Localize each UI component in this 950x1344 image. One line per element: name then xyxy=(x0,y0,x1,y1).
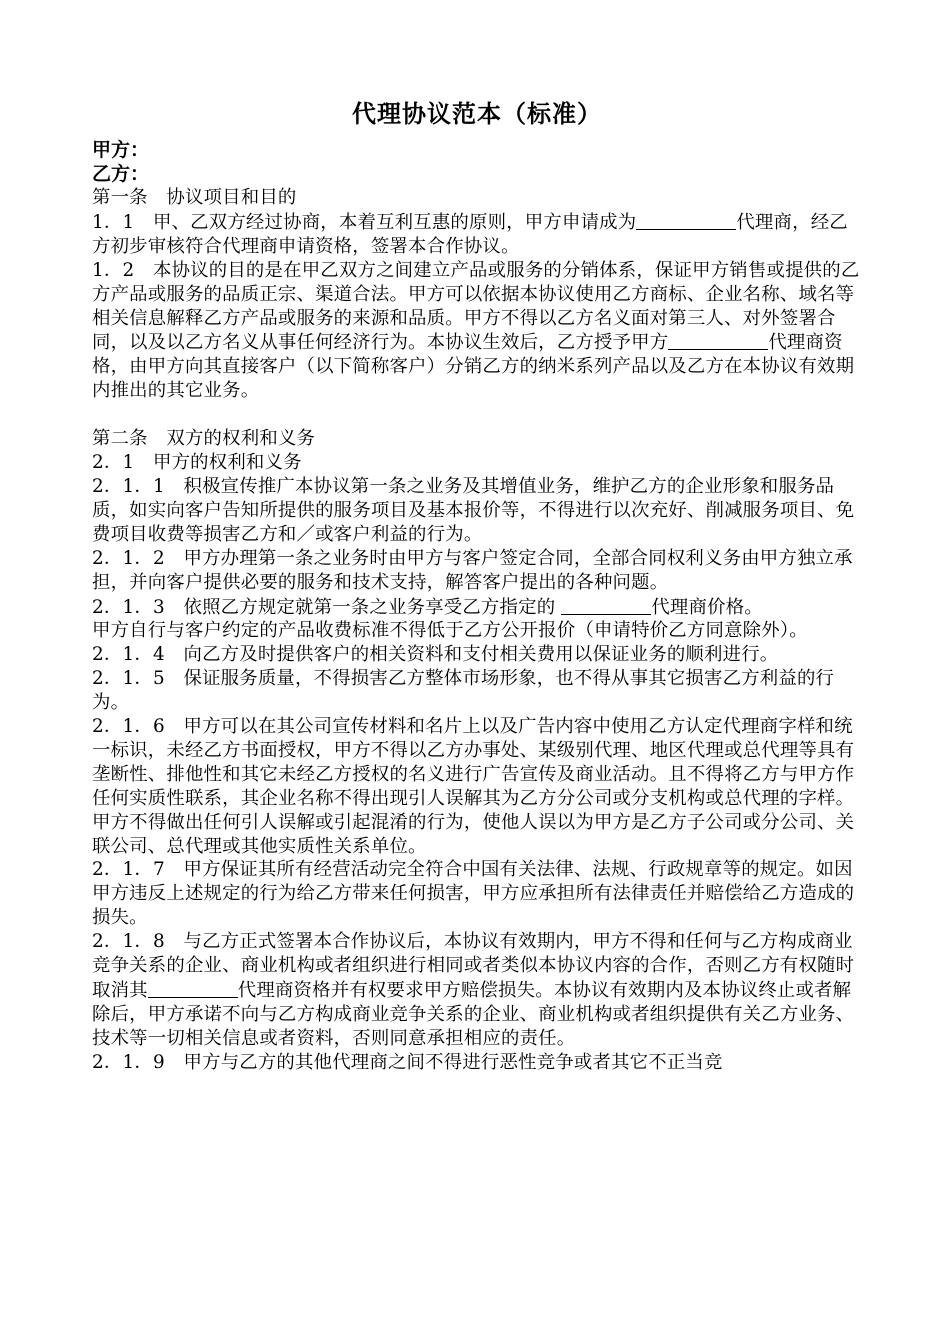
clause-2-1-5: 2．1．5 保证服务质量，不得损害乙方整体市场形象，也不得从事其它损害乙方利益的行为。 xyxy=(92,668,835,714)
clause-1-2-text-a: 1．2 本协议的目的是在甲乙双方之间建立产品或服务的分销体系，保证甲方销售或提供的乙方产品或服务的品质正宗、渠道合法。甲方可以依据本协议使用乙方商标、企业名称、域名等相关信息解释乙方产品或服务的来源和品质。甲方不得以乙方名义面对第三人、对外签署合同，以及以乙方名义从事任何经济行为。本协议生效后，乙方授予甲方 xyxy=(92,259,860,354)
clause-2-1-3-text-a: 2．1．3 依照乙方规定就第一条之业务享受乙方指定的 xyxy=(92,596,562,618)
party-b-label: 乙方： xyxy=(92,163,150,185)
clause-1-1-text-b: 代理商，经乙方初步审核符合代理商申请资格，签署本合作协议。 xyxy=(92,211,848,257)
clause-1-2-text-b: 代理商资格，由甲方向其直接客户（以下简称客户）分销乙方的纳米系列产品以及乙方在本协议有效期内推出的其它业务。 xyxy=(92,332,855,402)
clause-2-1-7: 2．1．7 甲方保证其所有经营活动完全符合中国有关法律、法规、行政规章等的规定。如因甲方违反上述规定的行为给乙方带来任何损害，甲方应承担所有法律责任并赔偿给乙方造成的损失。 xyxy=(92,859,855,929)
clause-2-1-3-continuation: 甲方自行与客户约定的产品收费标准不得低于乙方公开报价（申请特价乙方同意除外）。 xyxy=(92,620,808,642)
clause-2-1-heading: 2．1 甲方的权利和义务 xyxy=(92,452,302,474)
clause-2-1-1: 2．1．1 积极宣传推广本协议第一条之业务及其增值业务，维护乙方的企业形象和服务品质，如实向客户告知所提供的服务项目及基本报价等，不得进行以次充好、削减服务项目、免费项目收费等损害乙方和／或客户利益的行为。 xyxy=(92,475,855,545)
clause-2-1-4: 2．1．4 向乙方及时提供客户的相关资料和支付相关费用以保证业务的顺利进行。 xyxy=(92,644,779,666)
blank-line xyxy=(636,210,736,230)
clause-2-1-2: 2．1．2 甲方办理第一条之业务时由甲方与客户签定合同，全部合同权利义务由甲方独立承担，并向客户提供必要的服务和技术支持，解答客户提出的各种问题。 xyxy=(92,547,853,593)
document-title: 代理协议范本（标准） xyxy=(352,100,602,128)
clause-1-1 xyxy=(92,210,862,259)
clause-2-1-8-text-b: 代理商资格并有权要求甲方赔偿损失。本协议有效期内及本协议终止或者解除后，甲方承诺不向与乙方构成商业竞争关系的企业、商业机构或者组织提供有关乙方业务、技术等一切相关信息或者资料，否则同意承担相应的责任。 xyxy=(92,980,855,1049)
clause-2-1-6: 2．1．6 甲方可以在其公司宣传材料和名片上以及广告内容中使用乙方认定代理商字样和统一标识，未经乙方书面授权，甲方不得以乙方办事处、某级别代理、地区代理或总代理等具有垄断性、排他性和其它未经乙方授权的名义进行广告宣传及商业活动。且不得将乙方与甲方作任何实质性联系，其企业名称不得出现引人误解其为乙方分公司或分支机构或总代理的字样。甲方不得做出任何引人误解或引起混淆的行为，使他人误以为甲方是乙方子公司或分公司、关联公司、总代理或其他实质性关系单位。 xyxy=(92,716,855,857)
clause-2-1-8-text-a: 2．1．8 与乙方正式签署本合作协议后，本协议有效期内，甲方不得和任何与乙方构成商业竞争关系的企业、商业机构或者组织进行相同或者类似本协议内容的合作，否则乙方有权随时取消其 xyxy=(92,931,855,1001)
clause-2-1-9: 2．1．9 甲方与乙方的其他代理商之间不得进行恶性竞争或者其它不正当竞 xyxy=(92,1051,723,1073)
article-1-heading: 第一条 协议项目和目的 xyxy=(92,187,297,208)
clause-1-1-text-a: 1．1 甲、乙双方经过协商，本着互利互惠的原则，甲方申请成为 xyxy=(92,211,637,233)
clause-2-1-3-text-b: 代理商价格。 xyxy=(651,596,763,618)
paragraph-spacer xyxy=(92,403,862,427)
clause-1-2 xyxy=(92,259,862,403)
blank-line xyxy=(148,978,238,998)
blank-line xyxy=(668,330,768,350)
clause-2-1-8 xyxy=(92,930,862,1051)
article-2-heading: 第二条 双方的权利和义务 xyxy=(92,428,316,450)
document-page xyxy=(92,96,862,1075)
party-a-label: 甲方： xyxy=(92,139,150,161)
clause-2-1-3-line xyxy=(92,595,862,620)
blank-line xyxy=(561,595,651,615)
